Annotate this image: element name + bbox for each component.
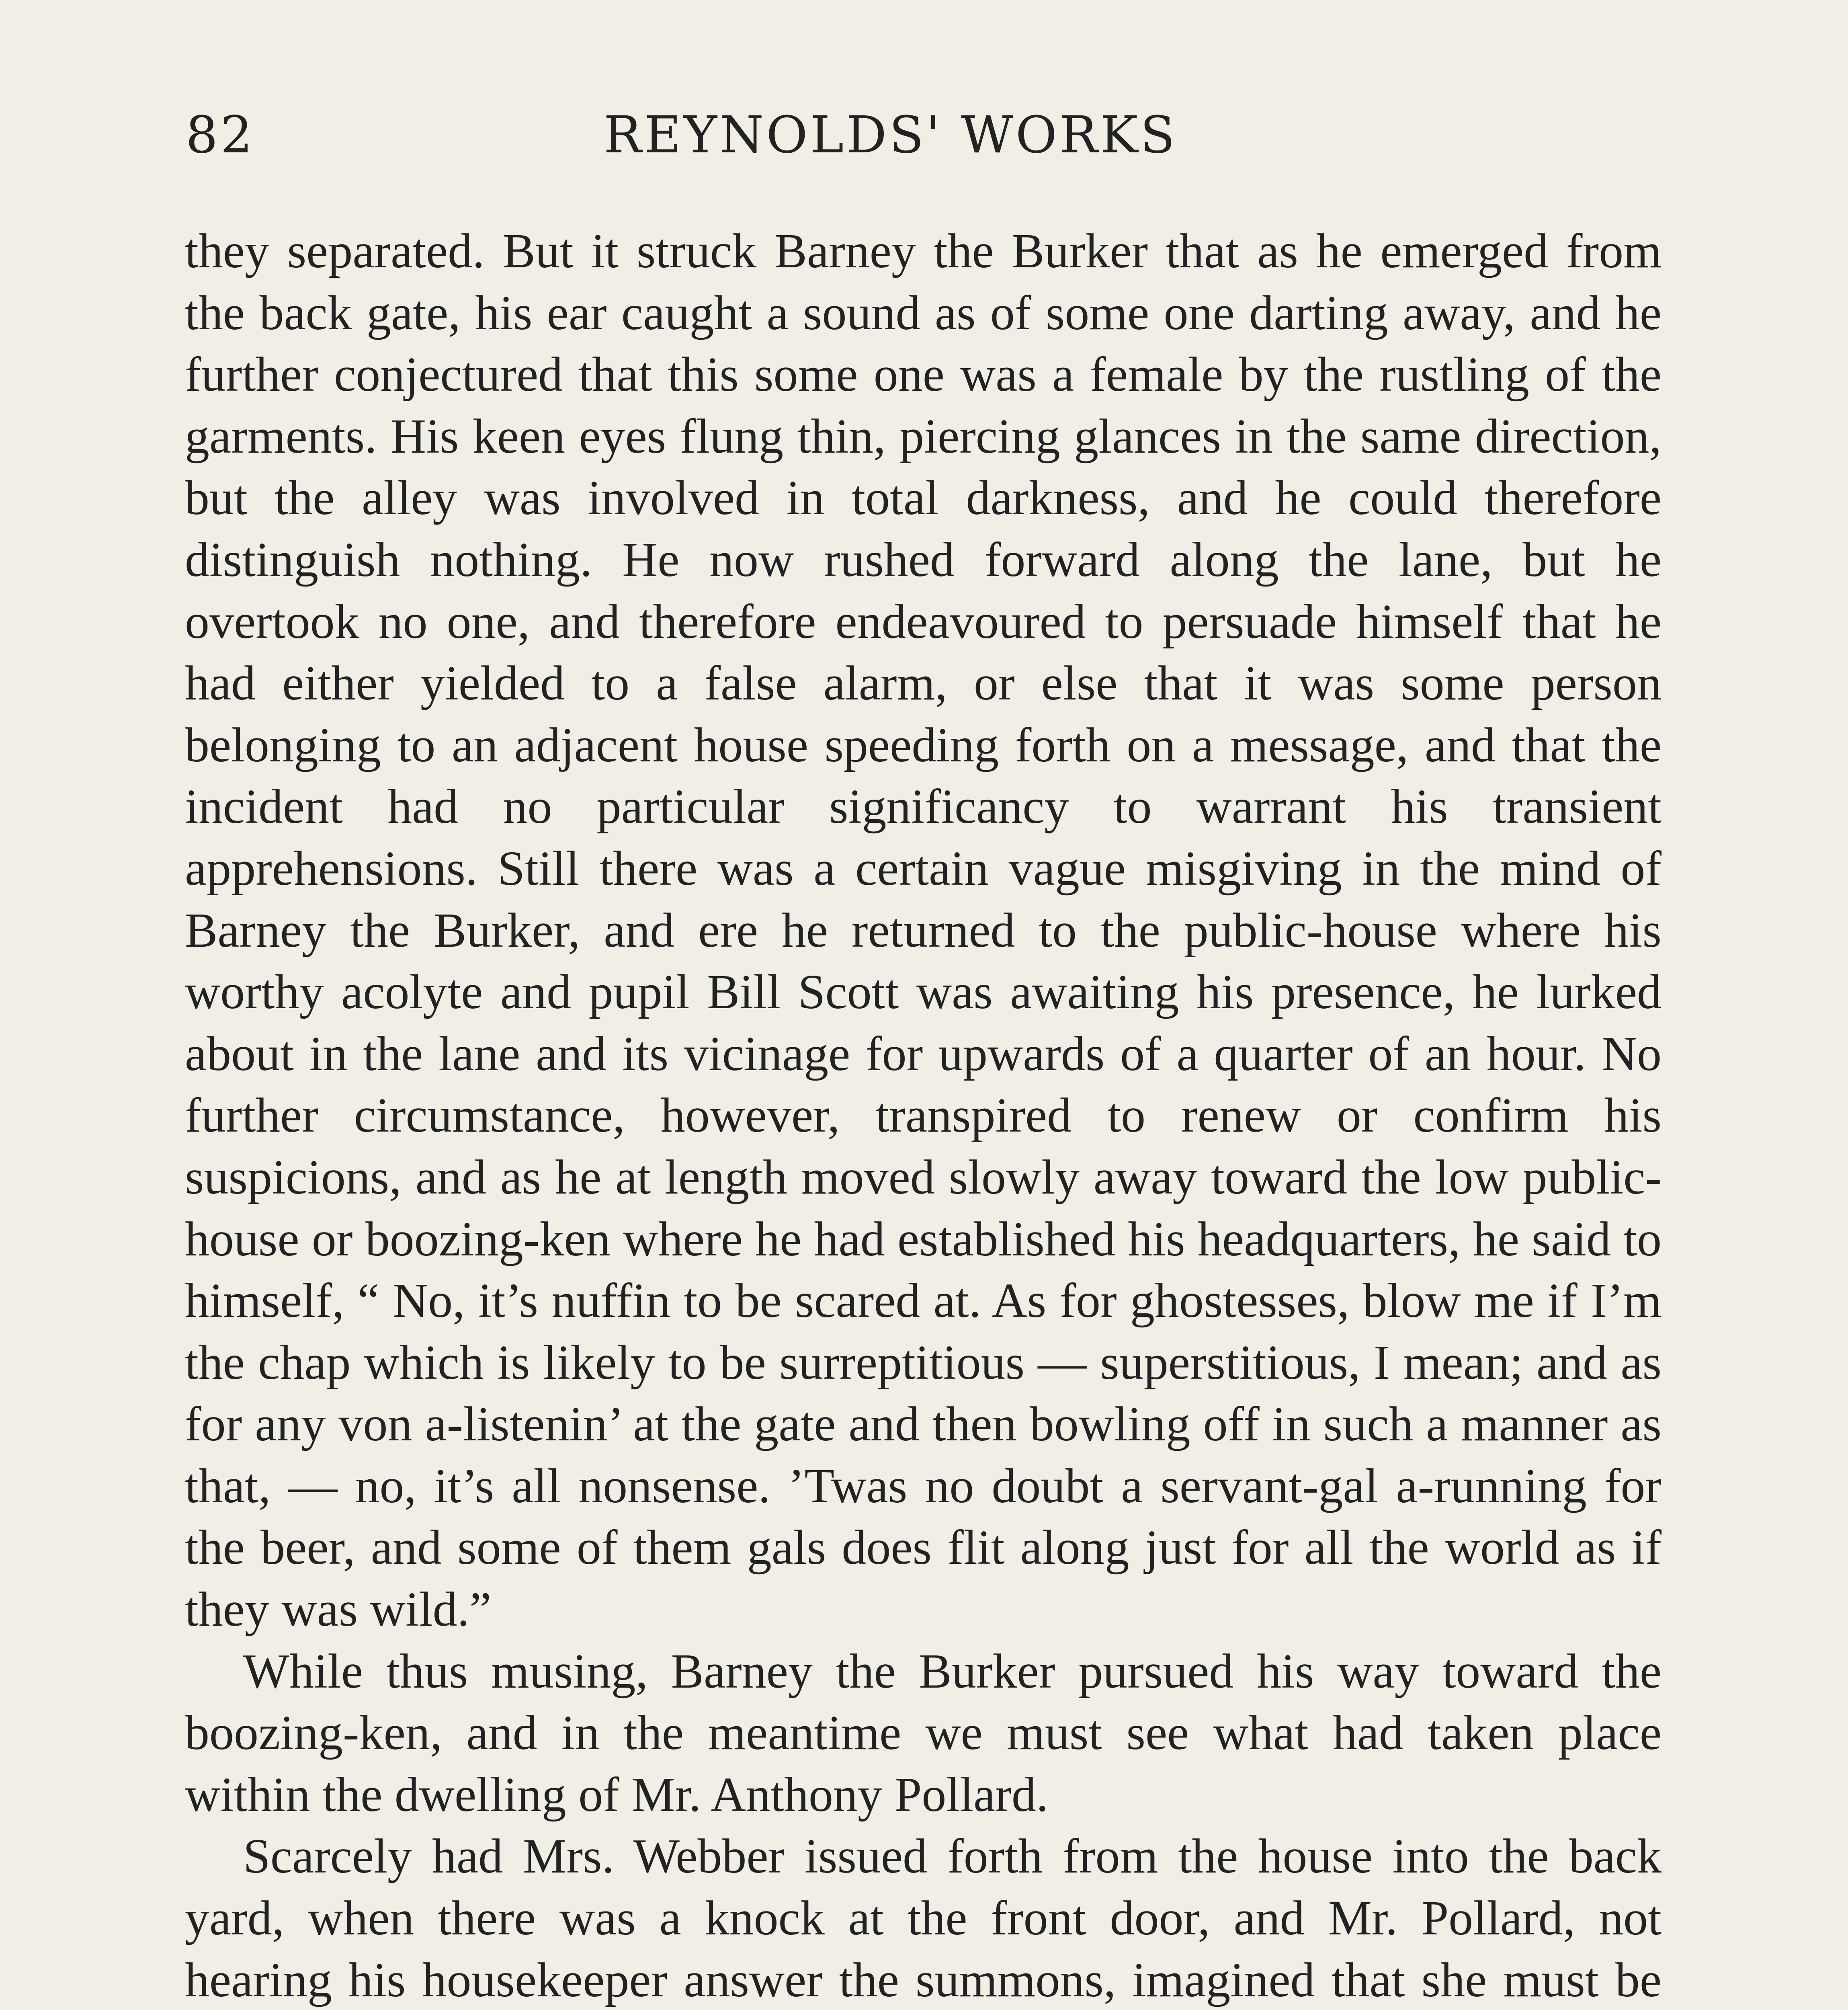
body-text — [185, 220, 1662, 2010]
page-number: 82 — [186, 105, 255, 164]
paragraph-continued: they separated. But it struck Barney the Burker that as he emerged from the back gate, his ear caught a sound as of some one darting away, and he further conjectured that this some one was a female by the rustling of the garments. His keen eyes flung thin, piercing glances in the same direction, but the alley was involved in total darkness, and he could therefore distinguish nothing. He now rushed forward along the lane, but he overtook no one, and therefore endeavoured to persuade himself that he had either yielded to a false alarm, or else that it was some person belonging to an adjacent house speeding forth on a message, and that the incident had no particular significancy to warrant his transient apprehensions. Still there was a certain vague misgiving in the mind of Barney the Burker, and ere he returned to the public-house where his worthy acolyte and pupil Bill Scott was awaiting his presence, he lurked about in the lane and its vicinage for upwards of a quarter of an hour. No further circumstance, however, transpired to renew or confirm his suspicions, and as he at length moved slowly away toward the low public-house or boozing-ken where he had established his headquarters, he said to himself, “ No, it’s nuffin to be scared at. As for ghostesses, blow me if I’m the chap which is likely to be surreptitious — superstitious, I mean; and as for any von a-listenin’ at the gate and then bowling off in such a manner as that, — no, it’s all nonsense. ’Twas no doubt a servant-gal a-running for the beer, and some of them gals does flit along just for all the world as if they was wild.” — [185, 224, 1662, 1637]
paragraph: Scarcely had Mrs. Webber issued forth from the house into the back yard, when there was a knock at the front door, and Mr. Pollard, not hearing his housekeeper answer the summons, imagined that she must be — [185, 1829, 1662, 2007]
page-header — [186, 105, 1661, 178]
running-title: REYNOLDS' WORKS — [604, 105, 1178, 164]
paragraph: While thus musing, Barney the Burker pursued his way toward the boozing-ken, and in the meantime we must see what had taken place within the dwelling of Mr. Anthony Pollard. — [185, 1644, 1662, 1822]
